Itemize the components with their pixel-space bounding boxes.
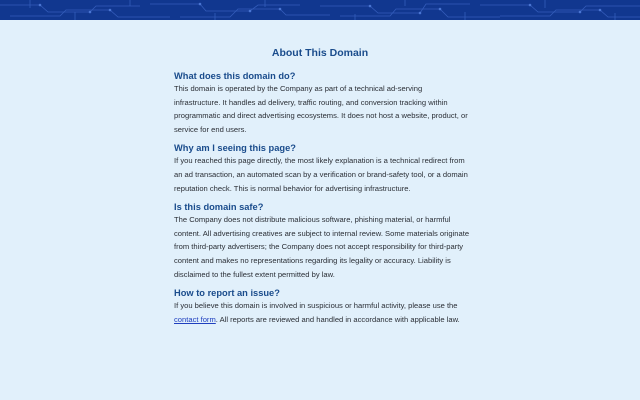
section-heading: Why am I seeing this page? xyxy=(174,143,296,154)
circuit-pattern-graphic xyxy=(0,0,640,20)
section-what-domain-does xyxy=(174,70,470,136)
section-body: The Company does not distribute malicious software, phishing material, or harmful content. All advertising creatives are subject to internal review. Some materials originate from third-party advertisers; the Company does not accept responsibility for third-party content and makes no representations regarding its legality or accuracy. Liability is disclaimed to the fullest extent permitted by law. xyxy=(174,215,470,279)
section-is-domain-safe xyxy=(174,201,470,281)
main-content xyxy=(174,46,470,326)
section-heading: What does this domain do? xyxy=(174,71,296,81)
contact-form-link[interactable]: contact form xyxy=(174,314,216,324)
section-why-seeing-page xyxy=(174,142,470,195)
page-title: About This Domain xyxy=(271,47,369,59)
report-text-before-link: If you believe this domain is involved in suspicious or harmful activity, please use the xyxy=(174,301,458,311)
section-body: This domain is operated by the Company as part of a technical ad-serving infrastructure. It handles ad delivery, traffic routing, and conversion tracking within programmatic and direct advertising ecosystems. It does not host a website, product, or service for end users. xyxy=(174,84,468,134)
section-body: If you reached this page directly, the most likely explanation is a technical redirect from an ad transaction, an automated scan by a verification or brand-safety tool, or a domain reputation check. This is normal behavior for advertising infrastructure. xyxy=(174,156,468,193)
section-report-issue xyxy=(174,287,470,326)
header-banner xyxy=(0,0,640,20)
section-body xyxy=(174,299,470,326)
report-text-after-link: . All reports are reviewed and handled in accordance with applicable law. xyxy=(215,314,460,324)
section-heading: How to report an issue? xyxy=(174,288,280,299)
section-heading: Is this domain safe? xyxy=(174,202,264,213)
